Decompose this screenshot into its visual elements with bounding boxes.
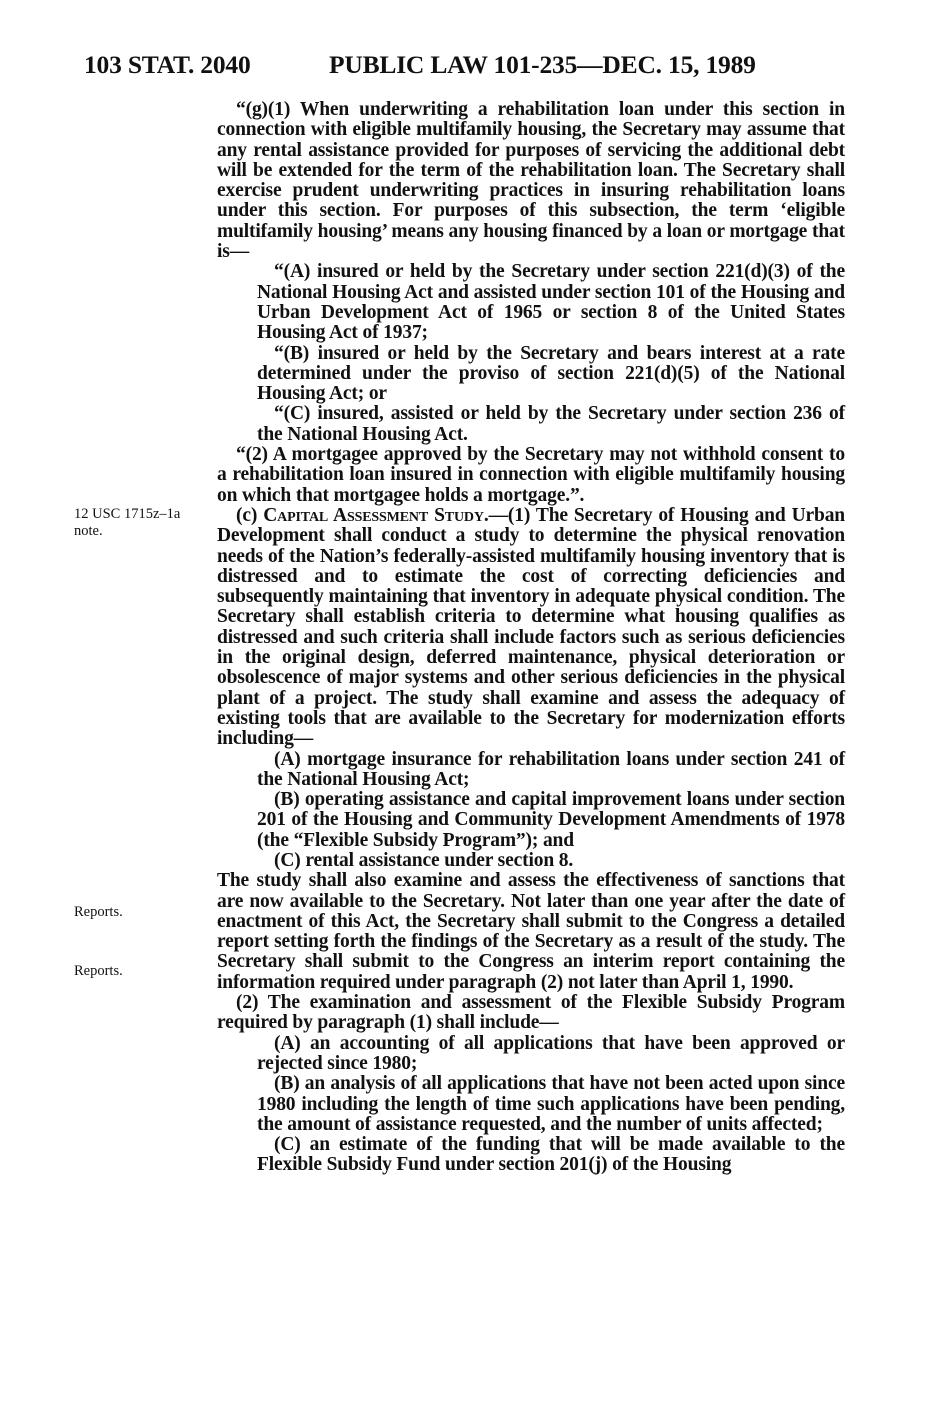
paragraph-c2: (2) The examination and assessment of the Flexible Subsidy Program required by paragraph (1) shall include— xyxy=(217,992,845,1034)
margin-note-reports-1: Reports. xyxy=(74,904,123,920)
paragraph-g1-a: “(A) insured or held by the Secretary under section 221(d)(3) of the National Housing Act and assisted under section 101 of the Housing and Urban Development Act of 1965 or section 8 of the United States Housing Act of 1937; xyxy=(257,261,845,344)
public-law-title: PUBLIC LAW 101-235—DEC. 15, 1989 xyxy=(329,50,756,79)
page-header xyxy=(0,50,948,84)
paragraph-c2-a: (A) an accounting of all applications that have been approved or rejected since 1980; xyxy=(257,1032,845,1074)
margin-note-usc xyxy=(74,506,180,540)
stat-page-number: 103 STAT. 2040 xyxy=(84,50,251,79)
paragraph-g1-b: “(B) insured or held by the Secretary and bears interest at a rate determined under the proviso of section 221(d)(5) of the National Housing Act; or xyxy=(257,342,845,405)
paragraph-c2-c: (C) an estimate of the funding that will be made available to the Flexible Subsidy Fund under section 201(j) of the Housing xyxy=(257,1134,845,1176)
subsection-c-text: —(1) The Secretary of Housing and Urban Development shall conduct a study to determine the physical renovation needs of the Nation’s federally-assisted multifamily housing inventory that is distressed and to estimate the cost of correcting deficiencies and subsequently maintaining that inventory in adequate physical condition. The Secretary shall establish criteria to determine what housing qualifies as distressed and such criteria shall include factors such as serious deficiencies in the original design, deferred maintenance, physical deterioration or obsolescence of major systems and other serious deficiencies in the physical plant of a project. The study shall examine and assess the adequacy of existing tools that are available to the Secretary for modernization efforts including— xyxy=(217,504,845,750)
paragraph-c1-b: (B) operating assistance and capital improvement loans under section 201 of the Housing and Community Development Amendments of 1978 (the “Flexible Subsidy Program”); and xyxy=(257,789,845,851)
margin-note-usc-citation: 12 USC 1715z–1a xyxy=(74,506,181,522)
paragraph-c1 xyxy=(217,506,845,750)
paragraph-c1-a: (A) mortgage insurance for rehabilitation loans under section 241 of the National Housing Act; xyxy=(257,748,845,790)
paragraph-c2-b: (B) an analysis of all applications that have not been acted upon since 1980 including the length of time such applications have been pending, the amount of assistance requested, and the number of units affected; xyxy=(257,1073,845,1135)
margin-note-reports-2: Reports. xyxy=(74,963,123,979)
statute-body xyxy=(217,100,845,1176)
subsection-c-heading: Capital Assessment Study. xyxy=(263,504,489,526)
margin-note-usc-note: note. xyxy=(74,523,103,539)
paragraph-c1-tail: The study shall also examine and assess the effectiveness of sanctions that are now available to the Secretary. Not later than one year after the date of enactment of this Act, the Secretary shall submit to the Congress a detailed report setting forth the findings of the Secretary as a result of the study. The Secretary shall submit to the Congress an interim report containing the information required under paragraph (2) not later than April 1, 1990. xyxy=(217,870,845,993)
subsection-c-label: (c) xyxy=(236,504,258,526)
paragraph-g1: “(g)(1) When underwriting a rehabilitation loan under this section in connection with eligible multifamily housing, the Secretary may assume that any rental assistance provided for purposes of servicing the additional debt will be extended for the term of the rehabilitation loan. The Secretary shall exercise prudent underwriting practices in insuring rehabilitation loans under this section. For purposes of this subsection, the term ‘eligible multifamily housing’ means any housing financed by a loan or mortgage that is— xyxy=(217,99,845,263)
paragraph-g1-c: “(C) insured, assisted or held by the Secretary under section 236 of the National Housing Act. xyxy=(257,403,845,445)
paragraph-c1-c: (C) rental assistance under section 8. xyxy=(274,849,574,871)
paragraph-g2: “(2) A mortgagee approved by the Secretary may not withhold consent to a rehabilitation loan insured in connection with eligible multifamily housing on which that mortgagee holds a mortgage.”. xyxy=(217,444,845,506)
